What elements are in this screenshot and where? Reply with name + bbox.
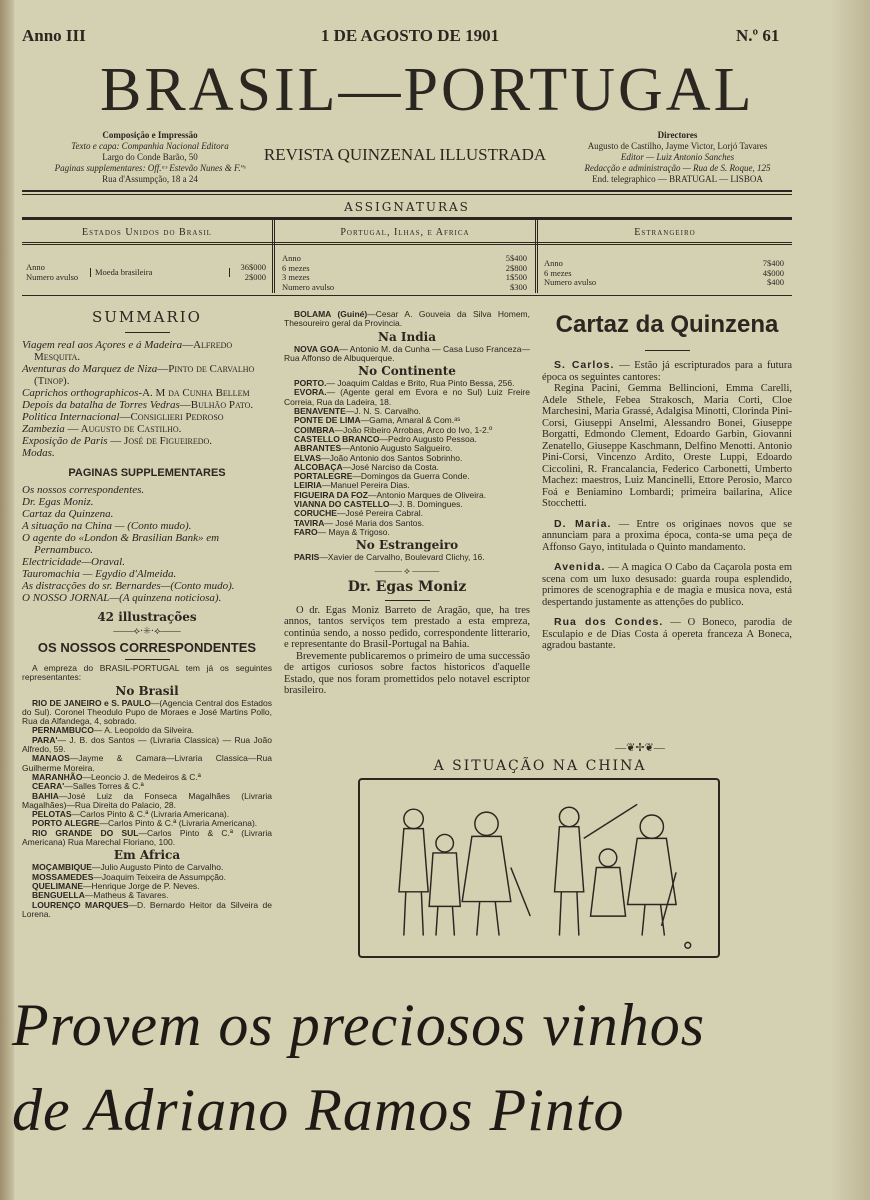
correspondent-details: —Salles Torres & C.ª xyxy=(64,781,144,792)
supplementary-item: O agente do «London & Brasilian Bank» em Pernambuco. xyxy=(22,532,220,556)
correspondent-details: —J. N. S. Carvalho. xyxy=(345,406,421,417)
printing-line: Paginas supplementares: Off.ᵃˢ Estevão Nunes & F.ºˢ xyxy=(54,163,246,173)
correspondent-entry xyxy=(284,388,530,407)
article-paragraph: Brevemente publicaremos o primeiro de uma successão de artigos curiosos sobre factos historicos d'aquelle Estado, que nos foram promettidos pelo notavel escriptor brasileiro. xyxy=(284,650,530,697)
supplementary-item: Cartaz da Quinzena. xyxy=(22,508,114,520)
masthead-subtitle: REVISTA QUINZENAL ILLUSTRADA xyxy=(263,145,547,164)
summary-item-title: Zambezia xyxy=(22,423,65,435)
summary-item xyxy=(22,363,272,387)
correspondent-details: —Jayme & Camara—Livraria Classica—Rua Guilherme Moreira. xyxy=(22,753,272,773)
ornament-divider: ——— ⟡ ——— xyxy=(374,565,440,576)
correspondent-place: BOLAMA (Guiné) xyxy=(294,309,368,319)
cartaz-column xyxy=(542,310,792,652)
cartaz-section-text: — O Boneco, parodia de Esculapio e de Dias Costa á opereta franceza A Boneca, agradou bastante. xyxy=(542,617,792,651)
summary-item-author: -A. M da Cunha Bellem xyxy=(138,387,250,399)
article-paragraph: O dr. Egas Moniz Barreto de Aragão, que, ha tres annos, tantos serviços tem prestado a esta empreza, continúa sendo, a nosso pedido, correspondente litterario, e representante do Brasil-Portugal na Bahia. xyxy=(284,604,530,651)
correspondent-details: —Manuel Pereira Dias. xyxy=(321,480,410,491)
summary-title: SUMMARIO xyxy=(92,308,202,326)
egas-title: Dr. Egas Moniz xyxy=(347,578,467,595)
correspondent-details: —Henrique Jorge de P. Neves. xyxy=(83,880,200,891)
correspondent-place: PELOTAS xyxy=(32,809,72,820)
table-bottom-rule xyxy=(22,295,792,296)
brasil-subtitle: No Brasil xyxy=(115,683,179,698)
price-value: 1$500 xyxy=(505,272,527,282)
divider xyxy=(385,600,430,601)
correspondent-place: ALCOBAÇA xyxy=(294,461,343,472)
summary-item xyxy=(22,411,272,423)
price-label: Numero avulso xyxy=(544,277,597,287)
directors-line: End. telegraphico — BRATUGAL — LISBOA xyxy=(592,174,763,184)
column-divider xyxy=(535,219,538,293)
illustrations-count: 42 illustrações xyxy=(97,610,197,624)
summary-item-author: — José de Figueiredo. xyxy=(107,435,213,447)
handwritten-advert-line2: de Adriano Ramos Pinto xyxy=(12,1077,625,1143)
middle-column xyxy=(284,310,530,697)
cartaz-section-heading: Avenida. xyxy=(554,561,606,573)
correspondent-place: CORUCHE xyxy=(294,508,337,519)
cartaz-section xyxy=(542,562,792,608)
correspondent-place: BENAVENTE xyxy=(294,406,346,417)
correspondent-place: RIO GRANDE DO SUL xyxy=(32,827,139,838)
china-cartoon xyxy=(358,778,720,958)
correspondent-details: — A. Leopoldo da Silveira. xyxy=(93,725,195,736)
correspondents-list-continued xyxy=(284,310,530,563)
figure-icon xyxy=(429,834,460,935)
correspondent-place: QUELIMANE xyxy=(32,880,83,891)
directors-line: Editor — Luiz Antonio Sanches xyxy=(620,152,735,162)
correspondent-place: PORTO ALEGRE xyxy=(32,818,100,829)
egas-article xyxy=(284,605,530,697)
correspondent-details: — Antonio M. da Cunha — Casa Luso Franceza—Rua Affonso de Albuquerque. xyxy=(284,343,531,363)
directors-info xyxy=(560,130,795,185)
correspondent-place: BAHIA xyxy=(32,790,59,801)
correspondent-entry xyxy=(22,792,272,811)
correspondent-place: COIMBRA xyxy=(294,424,335,435)
price-label: 3 mezes xyxy=(282,272,310,282)
divider xyxy=(645,350,690,351)
ornament-divider: —❦✢❦— xyxy=(615,742,665,754)
correspondent-details: —José Pereira Cabral. xyxy=(336,508,423,519)
correspondent-details: —Julio Augusto Pinto de Carvalho. xyxy=(91,862,224,873)
supplementary-item: Tauromachia — Egydio d'Almeida. xyxy=(22,568,177,580)
correspondent-entry xyxy=(284,553,530,562)
summary-item-author: — Augusto de Castilho. xyxy=(64,423,182,435)
summary-list xyxy=(22,339,272,459)
cartaz-paragraph xyxy=(542,360,792,383)
correspondent-place: PARIS xyxy=(294,552,320,563)
supplementary-item: A situação na China — (Conto mudo). xyxy=(22,520,192,532)
correspondent-entry xyxy=(22,901,272,920)
cartaz-section-text: — A magica O Cabo da Caçarola posta em scena com um luxo desusado: guarda roupa esplendido, primores de scenographia e de magia e musica nova, está despertando justamente as attenções do publico. xyxy=(542,562,792,608)
column-divider xyxy=(272,219,275,293)
correspondents-title: OS NOSSOS CORRESPONDENTES xyxy=(37,640,257,655)
price-value: 2$000 xyxy=(244,271,266,282)
cartaz-section-heading: Rua dos Condes. xyxy=(554,616,664,628)
correspondent-entry xyxy=(22,754,272,773)
correspondent-place: MANAOS xyxy=(32,753,70,764)
correspondent-details: —Carlos Pinto & C.ª (Livraria Americana). xyxy=(71,809,230,820)
summary-item xyxy=(22,447,272,459)
correspondent-place: BENGUELLA xyxy=(32,890,85,901)
cartaz-section xyxy=(542,360,792,510)
subscriptions-rule xyxy=(22,217,792,220)
india-subtitle: Na India xyxy=(378,329,436,344)
cartoon-figures-icon xyxy=(360,780,718,956)
summary-item-author: —Alfredo Mesquita. xyxy=(34,339,233,363)
correspondent-details: — J. B. dos Santos — (Livraria Classica) — Rua João Alfredo, 59. xyxy=(22,734,272,755)
price-label: Numero avulso xyxy=(282,281,335,292)
correspondent-details: — Maya & Trigoso. xyxy=(317,526,390,537)
price-label: 6 mezes xyxy=(282,262,310,273)
header-rule xyxy=(22,190,792,195)
directors-line: Redacção e administração — Rua de S. Roque, 125 xyxy=(584,163,771,173)
correspondent-place: EVORA. xyxy=(294,387,327,398)
printing-heading: Composição e Impressão xyxy=(102,130,198,140)
correspondent-place: FARO xyxy=(294,526,318,537)
correspondent-details: —João Antonio dos Santos Sobrinho. xyxy=(321,452,463,463)
correspondent-place: CEARA' xyxy=(32,781,65,792)
correspondent-entry xyxy=(22,699,272,727)
cartaz-section-heading: D. Maria. xyxy=(554,517,612,530)
correspondent-details: —Leoncio J. de Medeiros & C.ª xyxy=(82,771,201,782)
cartaz-section-heading: S. Carlos. xyxy=(554,359,615,371)
summary-item-title: Aventuras do Marquez de Niza xyxy=(22,363,158,375)
correspondent-place: ABRANTES xyxy=(294,443,342,454)
brasil-heading: Estados Unidos do Brasil xyxy=(82,227,212,238)
summary-item xyxy=(22,423,272,435)
india-list xyxy=(284,345,530,364)
correspondent-details: — (Agente geral em Evora e no Sul) Luiz Freire Correia, Rua da Ladeira, 18. xyxy=(284,387,530,407)
page-edge xyxy=(830,0,870,1200)
correspondent-details: —Antonio Marques de Oliveira. xyxy=(367,489,487,500)
table-rule xyxy=(22,242,792,245)
price-label: Numero avulso xyxy=(26,271,79,282)
correspondent-place: PONTE DE LIMA xyxy=(294,415,361,426)
issue-number: N.º 61 xyxy=(736,26,780,45)
correspondent-details: —Pedro Augusto Pessoa. xyxy=(379,433,477,444)
correspondent-place: ELVAS xyxy=(294,452,322,463)
correspondent-place: MARANHÃO xyxy=(32,771,83,782)
cartaz-section xyxy=(542,617,792,652)
correspondent-details: —J. B. Domingues. xyxy=(389,499,463,510)
correspondent-place: PORTO. xyxy=(294,378,327,389)
correspondent-place: PARA' xyxy=(32,734,58,745)
divider xyxy=(125,659,170,660)
directors-line: Augusto de Castilho, Jayme Victor, Lorjó Tavares xyxy=(587,141,768,151)
correspondent-details: — José Maria dos Santos. xyxy=(324,517,425,528)
correspondent-place: TAVIRA xyxy=(294,517,325,528)
price-label: 6 mezes xyxy=(544,267,572,278)
ornament-divider: ——⟡·✳·⟡—— xyxy=(113,626,181,637)
summary-item-author: —Bulhão Pato. xyxy=(179,399,254,411)
supplementary-item: Electricidade—Oraval. xyxy=(22,556,125,568)
foreign-heading: Estrangeiro xyxy=(634,227,696,238)
portugal-heading: Portugal, Ilhas, e Africa xyxy=(340,227,470,238)
price-value: 4$000 xyxy=(762,267,784,278)
summary-column xyxy=(22,308,272,919)
brasil-prices xyxy=(26,263,266,282)
correspondent-details: —Xavier de Carvalho, Boulevard Clichy, 16. xyxy=(319,552,485,563)
cartaz-paragraph xyxy=(542,562,792,608)
figure-icon xyxy=(462,812,530,935)
correspondent-details: — Joaquim Caldas e Brito, Rua Pinto Bessa, 256. xyxy=(326,378,515,389)
correspondent-entry xyxy=(284,528,530,537)
correspondent-details: —José Luiz da Fonseca Magalhães (Livraria Magalhães)—Rua Direita do Palacio, 28. xyxy=(22,790,272,810)
correspondent-place: PORTALEGRE xyxy=(294,471,353,482)
correspondent-details: —(Agencia Central dos Estados do Sul). Coronel Theodulo Pupo de Moraes e José Martins Pollo, Rua da Alfandega, 4, sobrado. xyxy=(22,697,273,727)
figure-icon xyxy=(591,849,626,916)
correspondent-details: —Antonio Augusto Salgueiro. xyxy=(341,443,453,454)
directors-heading: Directores xyxy=(657,130,698,140)
cartaz-sections xyxy=(542,360,792,652)
portugal-prices xyxy=(282,254,527,292)
summary-item-title: Modas. xyxy=(22,447,55,459)
africa-subtitle: Em Africa xyxy=(113,848,181,863)
supplementary-item: O NOSSO JORNAL—(A quinzena noticiosa). xyxy=(22,592,222,604)
africa-list-continued xyxy=(284,310,530,329)
china-title: A SITUAÇÃO NA CHINA xyxy=(433,758,647,774)
price-value: 36$000 xyxy=(240,262,266,272)
price-value: 7$400 xyxy=(762,258,784,268)
correspondent-place: NOVA GOA xyxy=(294,343,340,354)
correspondent-details: —Carlos Pinto & C.ª (Livraria Americana). xyxy=(99,818,258,829)
handwritten-advert-line1: Provem os preciosos vinhos xyxy=(12,992,706,1058)
printing-line: Largo do Conde Barão, 50 xyxy=(102,152,198,162)
correspondents-intro: A empreza do BRASIL-PORTUGAL tem já os seguintes representantes: xyxy=(22,663,272,683)
correspondent-details: —Gama, Amaral & Com.ᵃˢ xyxy=(360,415,461,426)
foreign-prices xyxy=(544,259,784,288)
cartaz-section-text: — Entre os originaes novos que se annunciam para a proxima época, conta-se uma peça de Affonso Gayo, intitulada o Quinto mandamento. xyxy=(542,518,793,553)
correspondent-entry xyxy=(284,310,530,329)
printing-info xyxy=(50,130,250,185)
correspondent-place: LOURENÇO MARQUES xyxy=(32,899,129,910)
figure-icon xyxy=(399,809,428,935)
correspondent-entry xyxy=(22,736,272,755)
correspondent-details: —Carlos Pinto & C.ª (Livraria Americana) Rua Marechal Floriano, 100. xyxy=(22,827,273,848)
price-label: Anno xyxy=(544,258,563,268)
correspondent-details: —João Ribeiro Arrobas, Arco do Ivo, 1-2.º xyxy=(334,424,493,435)
price-value: 2$800 xyxy=(505,262,527,273)
correspondent-place: CASTELLO BRANCO xyxy=(294,433,380,444)
price-value: $300 xyxy=(510,281,527,292)
summary-item-title: Politica Internacional xyxy=(22,411,120,423)
cartaz-paragraph xyxy=(542,519,792,554)
supplementary-item: Os nossos correspondentes. xyxy=(22,484,145,496)
correspondent-place: LEIRIA xyxy=(294,480,322,491)
abroad-subtitle: No Estrangeiro xyxy=(355,538,459,553)
africa-list xyxy=(22,863,272,919)
summary-item-title: Caprichos orthographicos xyxy=(22,387,139,399)
correspondent-details: —José Narciso da Costa. xyxy=(342,461,440,472)
summary-item-author: —Consiglieri Pedroso xyxy=(119,411,224,423)
correspondent-place: MOÇAMBIQUE xyxy=(32,862,92,873)
summary-item-title: Exposição de Paris xyxy=(22,435,108,447)
correspondent-details: —Joaquim Teixeira de Assumpção. xyxy=(93,871,227,882)
price-value: 5$400 xyxy=(505,253,527,263)
cartaz-section-extra: Regina Pacini, Gemma Bellincioni, Emma Carelli, Adele Sthele, Febea Strakosch, Maria Corti, Cloe Marchesini, Maria Grassé, Adalgisa Minotti, Clorinda Pini-Corsi, Giuseppi Anselmi, Alessandro Bonei, Giuseppe Borgatti, Edmondo Clement, Edoardo Garbin, Giovanni Zenatello, Giuseppe Kaschmann, Delfino Menotti. Antonio Pini-Corsi, Vincenzo Ardito, Oreste Luppi, Edoardo Ciccolini, R. Francalancia, Federico Carbonetti, Umberto Machez: maestros, Luiz Mancinelli, Ettore Perosio, Marco Foá e Beniamino Lombardi; primeira bailarina, Alice Stocchetti. xyxy=(542,383,792,509)
summary-item xyxy=(22,399,272,411)
correspondent-place: VIANNA DO CASTELLO xyxy=(294,499,390,510)
summary-item xyxy=(22,339,272,363)
abroad-list xyxy=(284,553,530,562)
divider xyxy=(125,332,170,333)
supplementary-item: Dr. Egas Moniz. xyxy=(22,496,94,508)
correspondent-details: —Domingos da Guerra Conde. xyxy=(352,471,470,482)
correspondent-entry xyxy=(284,345,530,364)
supplementary-item: As distracções do sr. Bernardes—(Conto mudo). xyxy=(22,580,235,592)
price-value: $400 xyxy=(767,277,784,287)
supplementary-title: PAGINAS SUPPLEMENTARES xyxy=(68,467,226,479)
cartaz-paragraph xyxy=(542,617,792,652)
price-label: Anno xyxy=(26,262,45,272)
figure-icon xyxy=(627,815,676,936)
issue-date: 1 DE AGOSTO DE 1901 xyxy=(320,26,500,45)
printing-line: Texto e capa: Companhia Nacional Editora xyxy=(71,141,229,151)
summary-item xyxy=(22,387,272,399)
subscriptions-title: ASSIGNATURAS xyxy=(344,200,470,214)
correspondent-place: MOSSAMEDES xyxy=(32,871,94,882)
price-label: Anno xyxy=(282,253,301,263)
summary-item-author: —Pinto de Carvalho (Tinop). xyxy=(34,363,255,387)
correspondent-entry xyxy=(22,829,272,848)
summary-item-title: Viagem real aos Açores e á Madeira xyxy=(22,339,183,351)
summary-item xyxy=(22,435,272,447)
cartaz-section-text: — Estão já escripturados para a futura época os seguintes cantores: xyxy=(542,360,792,383)
summary-item-title: Depois da batalha de Torres Vedras xyxy=(22,399,180,411)
cartaz-title: Cartaz da Quinzena xyxy=(555,311,779,338)
currency-label: Moeda brasileira xyxy=(90,268,230,278)
cartaz-section xyxy=(542,519,792,554)
correspondent-place: FIGUEIRA DA FOZ xyxy=(294,489,368,500)
correspondent-place: PERNAMBUCO xyxy=(32,725,94,736)
continent-list xyxy=(284,379,530,537)
masthead-title: BRASIL—PORTUGAL xyxy=(100,56,755,124)
correspondent-details: —Cesar A. Gouveia da Silva Homem, Thesoureiro geral da Provincia. xyxy=(284,309,531,329)
correspondent-details: —D. Bernardo Heitor da Silveira de Lorena. xyxy=(22,899,272,919)
correspondent-place: RIO DE JANEIRO e S. PAULO xyxy=(32,697,151,708)
supplementary-list xyxy=(22,484,272,604)
correspondents-list xyxy=(22,664,272,919)
continent-subtitle: No Continente xyxy=(358,364,456,379)
brasil-list xyxy=(22,699,272,848)
printing-line: Rua d'Assumpção, 18 a 24 xyxy=(102,174,198,184)
volume: Anno III xyxy=(22,26,86,45)
correspondent-details: —Matheus & Tavares. xyxy=(84,890,169,901)
